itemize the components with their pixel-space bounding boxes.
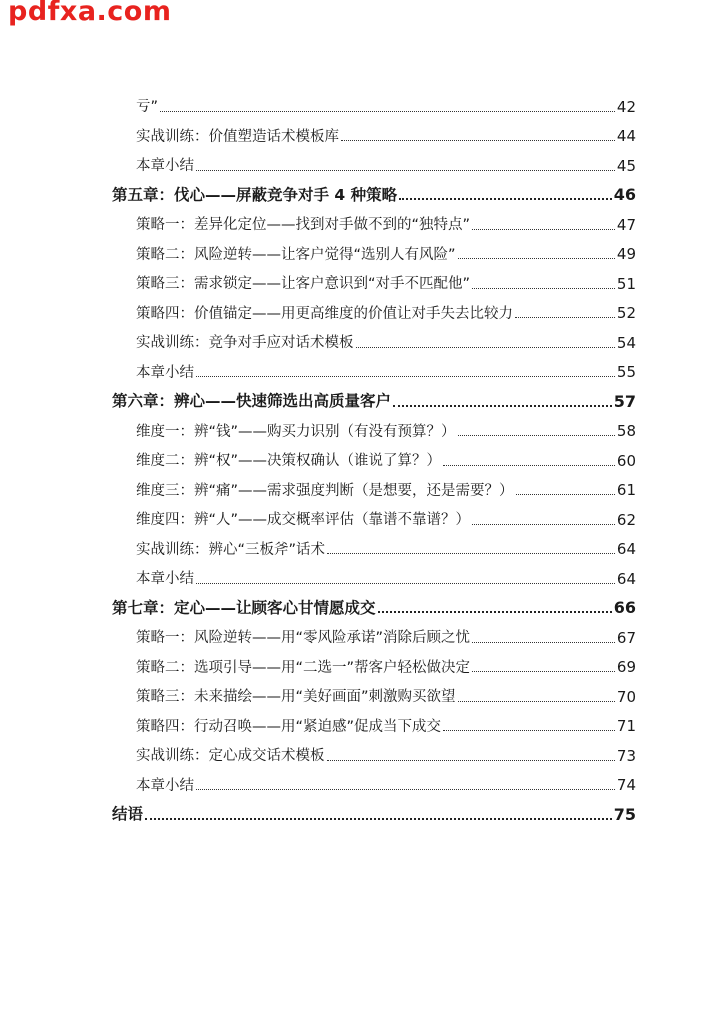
dot-leader <box>472 641 615 643</box>
toc-entry-title: 策略一：风险逆转——用“零风险承诺”消除后顾之忧 <box>136 630 471 646</box>
toc-entry-page-number: 49 <box>616 245 636 263</box>
toc-entry-page-number: 71 <box>616 717 636 735</box>
toc-entry-page-number: 64 <box>616 540 636 558</box>
toc-entry-title: 策略四：行动召唤——用“紧迫感”促成当下成交 <box>136 718 442 735</box>
dot-leader <box>341 139 615 141</box>
toc-section-entry[interactable] <box>112 677 636 707</box>
dot-leader <box>472 523 615 525</box>
toc-entry-page-number: 42 <box>616 97 636 116</box>
toc-entry-title: 本章小结 <box>136 364 194 381</box>
watermark-logo: pdfxa.com <box>8 0 172 27</box>
dot-leader <box>472 228 615 230</box>
toc-entry-page-number: 52 <box>616 304 636 322</box>
toc-entry-page-number: 64 <box>616 569 636 588</box>
toc-section-entry[interactable] <box>112 648 636 678</box>
toc-entry-title: 策略三：需求锁定——让客户意识到“对手不匹配他” <box>136 276 471 292</box>
toc-entry-title: 策略一：差异化定位——找到对手做不到的“独特点” <box>136 217 471 233</box>
toc-entry-page-number: 70 <box>616 687 636 706</box>
toc-entry-title: 实战训练：价值塑造话术模板库 <box>136 128 339 145</box>
toc-entry-title: 第五章：伐心——屏蔽竞争对手 4 种策略 <box>112 185 398 204</box>
toc-entry-page-number: 60 <box>616 451 636 470</box>
toc-entry-page-number: 74 <box>616 776 636 794</box>
toc-entry-title: 维度三：辨“痛”——需求强度判断（是想要，还是需要？） <box>136 482 514 499</box>
toc-entry-title: 实战训练：辨心“三板斧”话术 <box>136 541 326 558</box>
toc-section-entry[interactable] <box>112 559 636 589</box>
toc-section-entry[interactable] <box>112 205 636 235</box>
toc-entry-title: 亏” <box>136 99 159 115</box>
toc-section-entry[interactable] <box>112 323 636 353</box>
toc-entry-title: 实战训练：竞争对手应对话术模板 <box>136 335 354 351</box>
toc-entry-title: 实战训练：定心成交话术模板 <box>136 748 325 764</box>
toc-section-entry[interactable] <box>112 471 636 501</box>
toc-entry-page-number: 62 <box>616 510 636 529</box>
dot-leader <box>472 670 615 672</box>
dot-leader <box>393 404 612 407</box>
toc-section-entry[interactable] <box>112 412 636 442</box>
toc-entry-page-number: 57 <box>613 391 636 411</box>
toc-section-entry[interactable] <box>112 500 636 530</box>
toc-section-entry[interactable] <box>112 441 636 471</box>
toc-entry-title: 策略四：价值锚定——用更高维度的价值让对手失去比较力 <box>136 305 513 322</box>
toc-entry-title: 策略二：风险逆转——让客户觉得“选别人有风险” <box>136 246 456 263</box>
dot-leader <box>515 316 615 318</box>
dot-leader <box>145 817 612 820</box>
dot-leader <box>196 788 615 790</box>
toc-section-entry[interactable] <box>112 294 636 324</box>
toc-entry-title: 第七章：定心——让顾客心甘情愿成交 <box>112 598 376 617</box>
toc-entry-title: 结语 <box>112 805 144 823</box>
dot-leader <box>458 700 615 702</box>
toc-entry-page-number: 46 <box>613 185 636 204</box>
dot-leader <box>196 375 615 377</box>
dot-leader <box>516 493 615 495</box>
toc-entry-page-number: 61 <box>616 481 636 499</box>
toc-entry-title: 本章小结 <box>136 571 194 587</box>
toc-entry-title: 策略二：选项引导——用“二选一”帮客户轻松做决定 <box>136 659 471 676</box>
toc-entry-page-number: 51 <box>616 274 636 293</box>
toc-chapter-entry[interactable] <box>112 176 636 206</box>
toc-entry-page-number: 69 <box>616 658 636 676</box>
toc-entry-title: 维度一：辨“钱”——购买力识别（有没有预算？） <box>136 423 456 440</box>
toc-chapter-entry[interactable] <box>112 382 636 412</box>
toc-entry-title: 本章小结 <box>136 777 194 794</box>
toc-entry-title: 维度二：辨“权”——决策权确认（谁说了算？） <box>136 453 442 469</box>
dot-leader <box>472 287 615 289</box>
dot-leader <box>443 464 615 466</box>
dot-leader <box>160 110 615 112</box>
toc-entry-page-number: 45 <box>616 156 636 175</box>
toc-chapter-entry[interactable] <box>112 589 636 619</box>
toc-entry-page-number: 55 <box>616 363 636 381</box>
toc-entry-page-number: 66 <box>613 598 636 617</box>
dot-leader <box>196 582 615 584</box>
toc-section-entry[interactable] <box>112 146 636 176</box>
dot-leader <box>443 729 615 731</box>
toc-section-entry[interactable] <box>112 618 636 648</box>
toc-section-entry[interactable] <box>112 736 636 766</box>
toc-entry-page-number: 58 <box>616 422 636 440</box>
toc-section-entry[interactable] <box>112 766 636 796</box>
toc-section-entry[interactable] <box>112 87 636 117</box>
toc-entry-page-number: 75 <box>613 804 636 824</box>
toc-chapter-entry[interactable] <box>112 795 636 825</box>
dot-leader <box>458 257 615 259</box>
toc-entry-title: 本章小结 <box>136 158 194 174</box>
dot-leader <box>327 552 615 554</box>
table-of-contents <box>112 87 636 825</box>
toc-section-entry[interactable] <box>112 530 636 560</box>
toc-entry-title: 维度四：辨“人”——成交概率评估（靠谱不靠谱？） <box>136 512 471 528</box>
toc-entry-title: 第六章：辨心——快速筛选出高质量客户 <box>112 392 392 410</box>
toc-entry-page-number: 47 <box>616 215 636 234</box>
toc-entry-page-number: 73 <box>616 746 636 765</box>
toc-section-entry[interactable] <box>112 117 636 147</box>
dot-leader <box>327 759 615 761</box>
dot-leader <box>458 434 615 436</box>
dot-leader <box>378 610 612 613</box>
toc-entry-page-number: 54 <box>616 333 636 352</box>
toc-section-entry[interactable] <box>112 235 636 265</box>
toc-entry-page-number: 44 <box>616 127 636 145</box>
dot-leader <box>196 169 615 171</box>
dot-leader <box>356 346 615 348</box>
toc-section-entry[interactable] <box>112 353 636 383</box>
toc-section-entry[interactable] <box>112 264 636 294</box>
toc-entry-page-number: 67 <box>616 628 636 647</box>
toc-section-entry[interactable] <box>112 707 636 737</box>
toc-entry-title: 策略三：未来描绘——用“美好画面”刺激购买欲望 <box>136 689 456 705</box>
dot-leader <box>399 197 612 200</box>
